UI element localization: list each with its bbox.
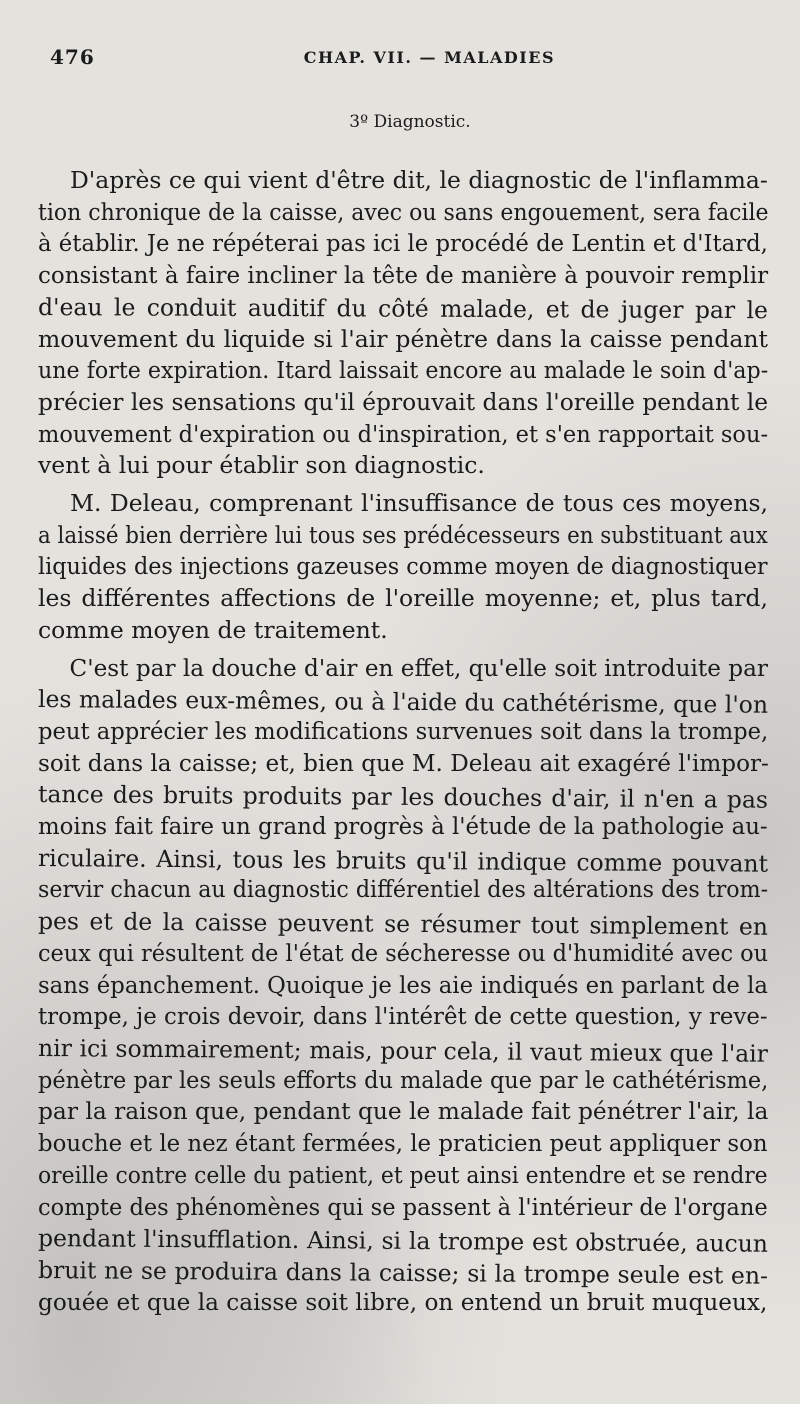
text-line: moins fait faire un grand progrès à l'étude de la pathologie au- bbox=[38, 812, 768, 841]
text-line: d'eau le conduit auditif du côté malade, et de juger par le bbox=[37, 292, 769, 324]
text-line: M. Deleau, comprenant l'insuffisance de tous ces moyens, bbox=[70, 489, 768, 518]
text-line: à établir. Je ne répéterai pas ici le procédé de Lentin et d'Itard, bbox=[38, 229, 768, 258]
text-line: mouvement d'expiration ou d'inspiration, et s'en rapportait sou- bbox=[38, 419, 769, 448]
text-line: trompe, je crois devoir, dans l'intérêt de cette question, y reve- bbox=[38, 1002, 768, 1031]
text-line: tion chronique de la caisse, avec ou sans engouement, sera facile bbox=[38, 197, 769, 226]
text-line: peut apprécier les modifications survenues soit dans la trompe, bbox=[38, 716, 769, 745]
page-number: 476 bbox=[50, 45, 95, 69]
running-head: CHAP. VII. — MALADIES bbox=[303, 47, 555, 67]
text-line: une forte expiration. Itard laissait encore au malade le soin d'ap- bbox=[38, 356, 769, 385]
text-line: bruit ne se produira dans la caisse; si la trompe seule est en- bbox=[37, 1255, 769, 1290]
paragraph bbox=[38, 165, 768, 482]
text-line: mouvement du liquide si l'air pénètre dans la caisse pendant bbox=[38, 324, 768, 353]
text-line: par la raison que, pendant que le malade fait pénétrer l'air, la bbox=[38, 1097, 769, 1126]
text-line: soit dans la caisse; et, bien que M. Deleau ait exagéré l'impor- bbox=[38, 748, 769, 777]
body-text bbox=[38, 165, 768, 1324]
text-line: a laissé bien derrière lui tous ses prédécesseurs en substituant aux bbox=[38, 520, 768, 549]
text-line: servir chacun au diagnostic différentiel des altérations des trom- bbox=[38, 875, 769, 904]
text-line: pendant l'insufflation. Ainsi, si la trompe est obstruée, aucun bbox=[37, 1224, 769, 1258]
text-line: les malades eux-mêmes, ou à l'aide du cathétérisme, que l'on bbox=[37, 685, 769, 719]
text-line: bouche et le nez étant fermées, le praticien peut appliquer son bbox=[38, 1129, 768, 1158]
text-line: comme moyen de traitement. bbox=[38, 615, 388, 644]
text-line: pes et de la caisse peuvent se résumer tout simplement en bbox=[37, 907, 769, 941]
text-line: consistant à faire incliner la tête de manière à pouvoir remplir bbox=[38, 261, 769, 290]
text-line: gouée et que la caisse soit libre, on entend un bruit muqueux, bbox=[38, 1287, 768, 1316]
text-line: pénètre par les seuls efforts du malade que par le cathétérisme, bbox=[38, 1065, 769, 1094]
text-line: C'est par la douche d'air en effet, qu'elle soit introduite par bbox=[69, 653, 768, 682]
text-line: sans épanchement. Quoique je les aie indiqués en parlant de la bbox=[38, 970, 768, 999]
text-line: D'après ce qui vient d'être dit, le diagnostic de l'inflamma- bbox=[69, 166, 768, 194]
paragraph bbox=[38, 653, 768, 1319]
text-line: nir ici sommairement; mais, pour cela, il vaut mieux que l'air bbox=[37, 1033, 769, 1068]
text-line: les différentes affections de l'oreille moyenne; et, plus tard, bbox=[38, 584, 768, 613]
text-line: tance des bruits produits par les douches d'air, il n'en a pas bbox=[37, 780, 769, 815]
text-line: compte des phénomènes qui se passent à l'intérieur de l'organe bbox=[38, 1192, 768, 1221]
text-line: vent à lui pour établir son diagnostic. bbox=[38, 451, 485, 480]
paragraph bbox=[38, 488, 768, 647]
text-line: riculaire. Ainsi, tous les bruits qu'il indique comme pouvant bbox=[37, 843, 769, 878]
page-header bbox=[50, 42, 555, 72]
text-line: précier les sensations qu'il éprouvait dans l'oreille pendant le bbox=[38, 387, 769, 416]
text-line: liquides des injections gazeuses comme moyen de diagnostiquer bbox=[38, 552, 768, 581]
text-line: oreille contre celle du patient, et peut ainsi entendre et se rendre bbox=[38, 1160, 768, 1189]
text-line: ceux qui résultent de l'état de sécheresse ou d'humidité avec ou bbox=[38, 938, 769, 967]
section-heading: 3º Diagnostic. bbox=[349, 112, 471, 132]
